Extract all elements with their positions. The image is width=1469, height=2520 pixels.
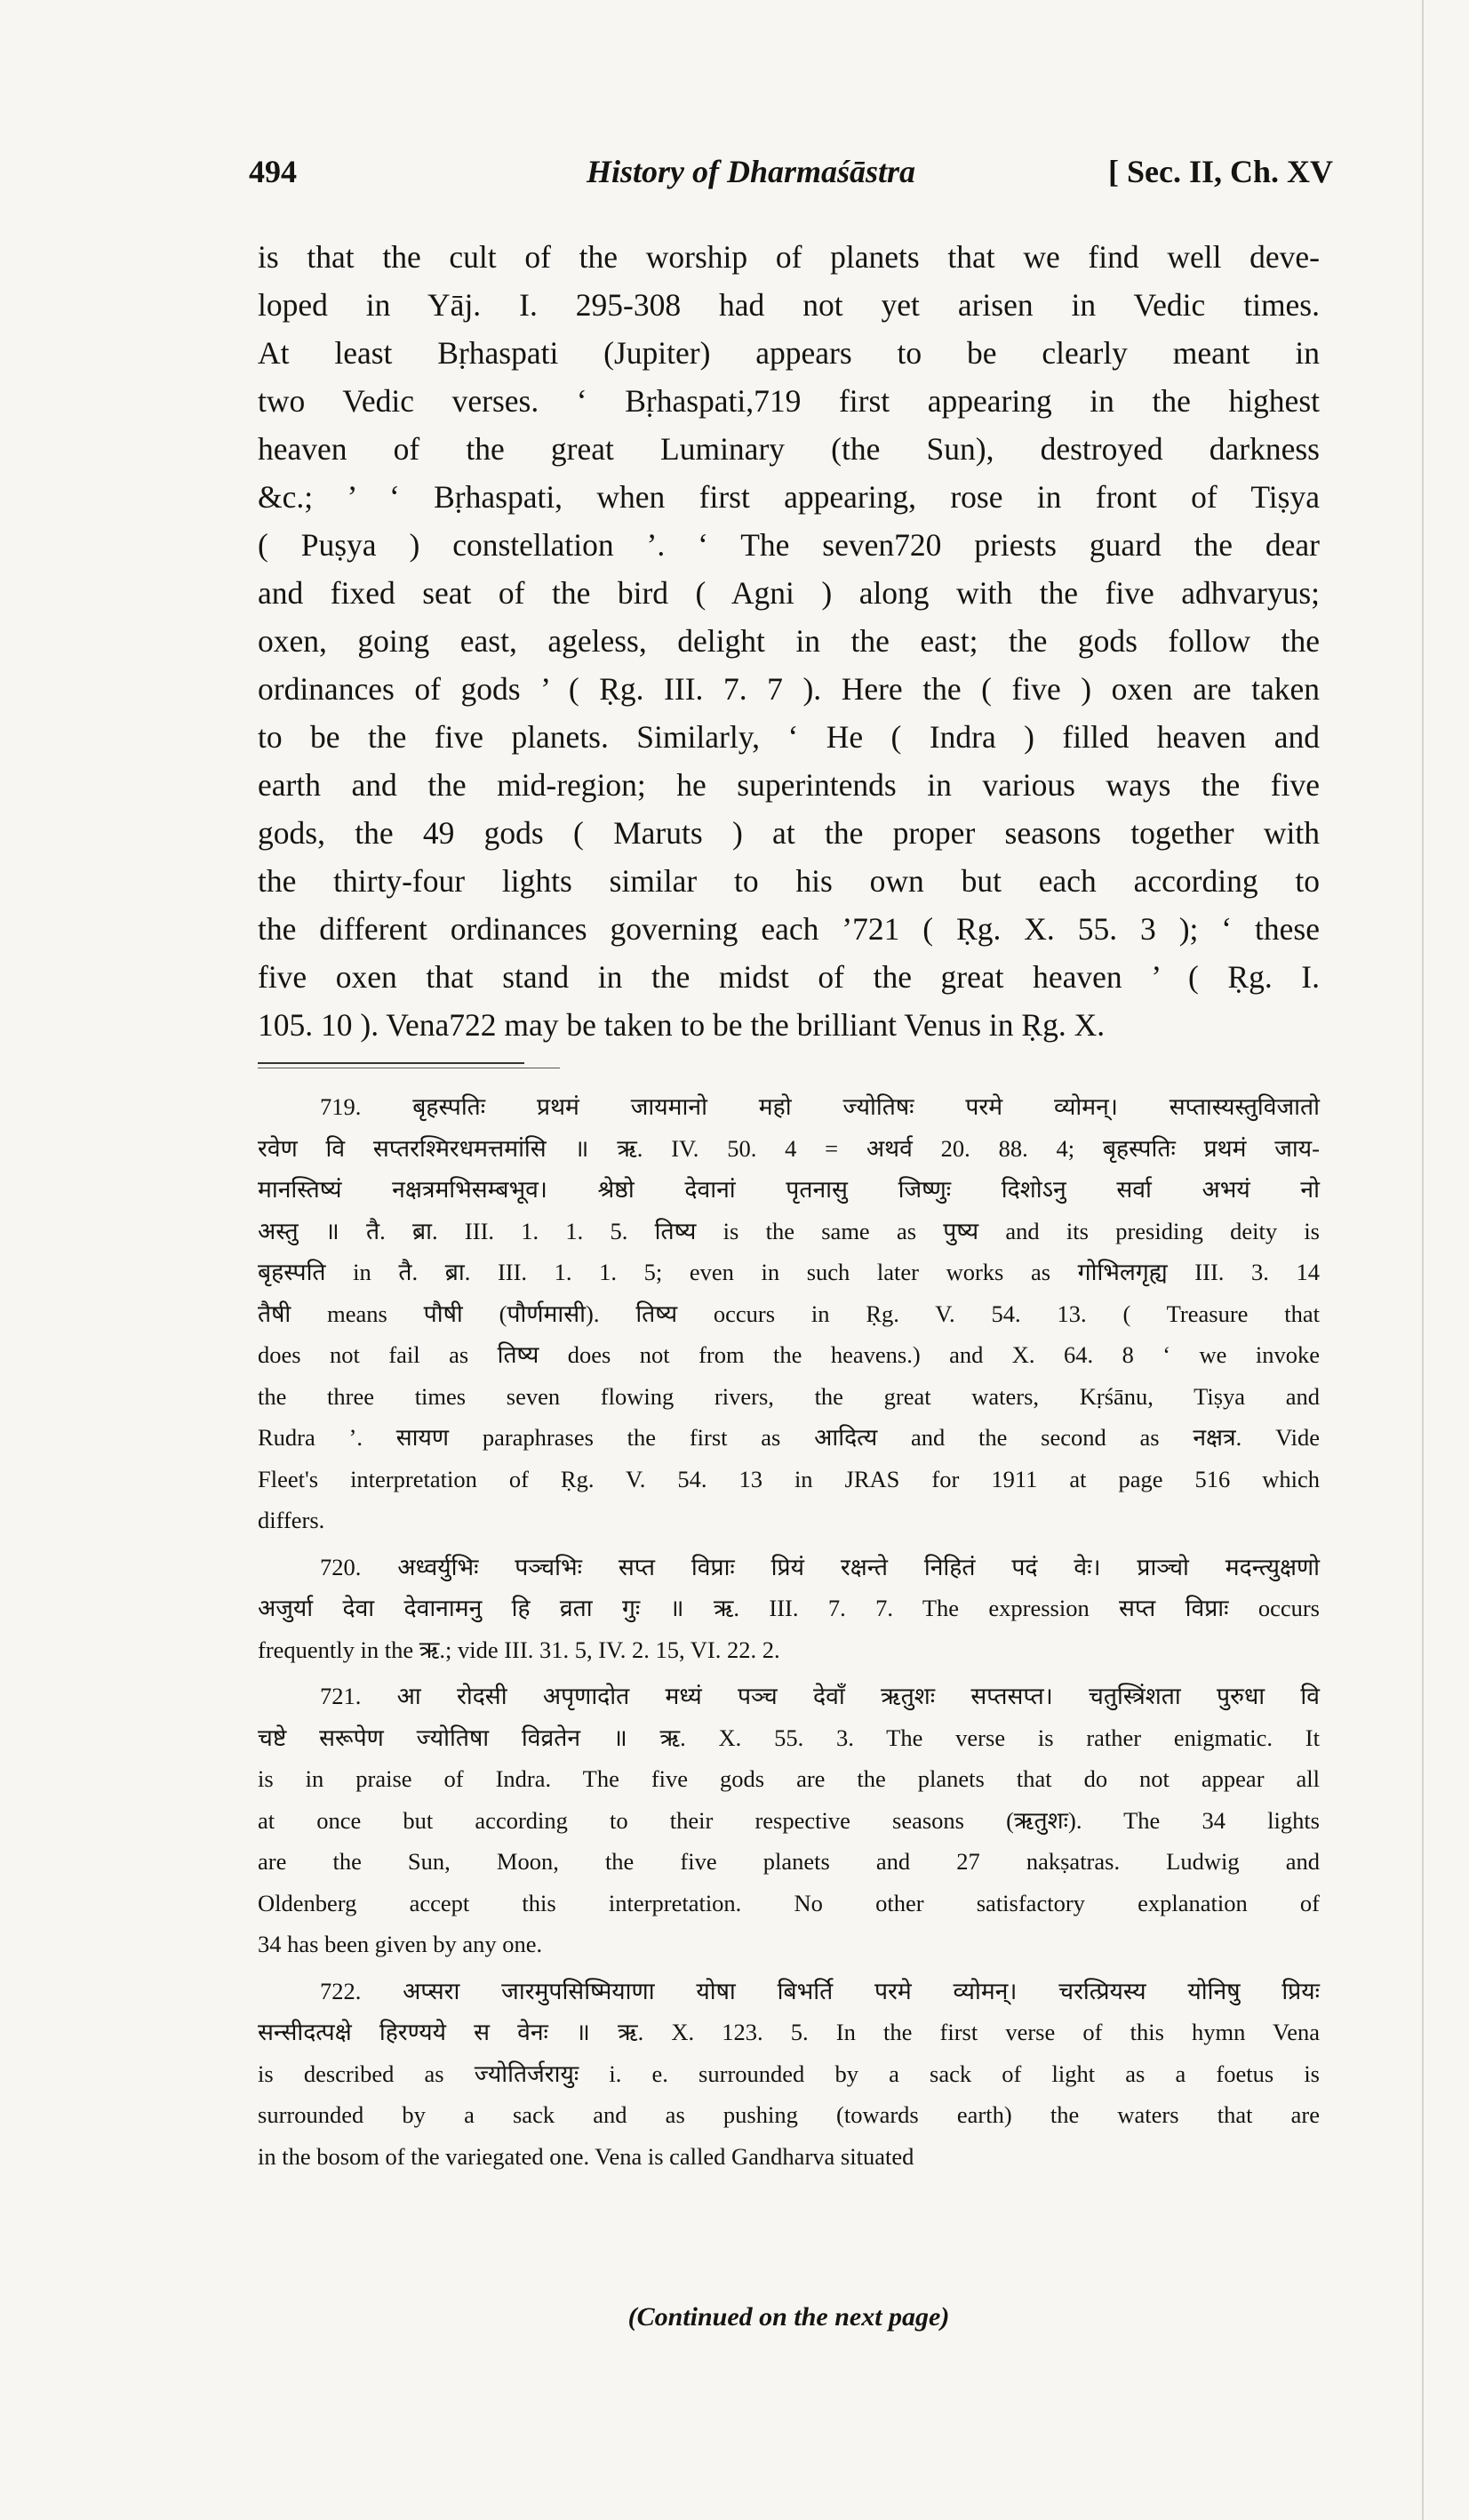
footnote-line: मानस्तिष्यं नक्षत्रमभिसम्बभूव। श्रेष्ठो देवानां पृतनासु जिष्णुः दिशोऽनु सर्वा अभयं नो <box>258 1176 1320 1203</box>
footnote-line: surrounded by a sack and as pushing (towards earth) the waters that are <box>258 2101 1320 2128</box>
footnote-line: तैषी means पौषी (पौर्णमासी). तिष्य occurs in Ṛg. V. 54. 13. ( Treasure that <box>258 1300 1320 1327</box>
body-line: loped in Yāj. I. 295-308 had not yet arisen in Vedic times. <box>258 287 1320 323</box>
footnote-line: does not fail as तिष्य does not from the heavens.) and X. 64. 8 ‘ we invoke <box>258 1341 1320 1368</box>
footnote-line: 722. अप्सरा जारमुपसिष्मियाणा योषा बिभर्ति परमे व्योमन्। चरत्प्रियस्य योनिषु प्रियः <box>320 1977 1320 2004</box>
body-line: ordinances of gods ’ ( Ṛg. III. 7. 7 ). Here the ( five ) oxen are taken <box>258 671 1320 707</box>
footnote-line: बृहस्पति in तै. ब्रा. III. 1. 1. 5; even in such later works as गोभिलगृह्य III. 3. 14 <box>258 1259 1320 1285</box>
body-line: 105. 10 ). Vena722 may be taken to be the brilliant Venus in Ṛg. X. <box>258 1007 1106 1043</box>
footnote-line: 721. आ रोदसी अपृणादोत मध्यं पञ्च देवाँ ऋतुशः सप्तसप्त। चतुस्त्रिंशता पुरुधा वि <box>320 1683 1320 1709</box>
body-line: ( Puṣya ) constellation ’. ‘ The seven720 priests guard the dear <box>258 527 1320 563</box>
footnote-line: in the bosom of the variegated one. Vena is called Gandharva situated <box>258 2142 914 2170</box>
footnote-separator <box>258 1062 524 1064</box>
page-number: 494 <box>249 154 297 189</box>
body-line: to be the five planets. Similarly, ‘ He ( Indra ) filled heaven and <box>258 719 1320 755</box>
footnote-719 <box>258 1086 1320 1541</box>
footnotes <box>258 1086 1320 2182</box>
body-line: the thirty-four lights similar to his own but each according to <box>258 863 1320 899</box>
continued-note: (Continued on the next page) <box>627 2302 950 2332</box>
body-line: heaven of the great Luminary (the Sun), destroyed darkness <box>258 431 1320 467</box>
body-line: &c.; ’ ‘ Bṛhaspati, when first appearing, rose in front of Tiṣya <box>258 479 1320 515</box>
footnote-line: at once but according to their respective seasons (ऋतुशः). The 34 lights <box>258 1806 1320 1834</box>
body-line: two Vedic verses. ‘ Bṛhaspati,719 first appearing in the highest <box>258 383 1320 419</box>
page-edge-line <box>1422 0 1424 2520</box>
footnote-line: अस्तु ॥ तै. ब्रा. III. 1. 1. 5. तिष्य is the same as पुष्य and its presiding deity is <box>258 1217 1320 1244</box>
body-line: earth and the mid-region; he superintends in various ways the five <box>258 767 1320 803</box>
running-header <box>249 149 1333 194</box>
footnote-line: 719. बृहस्पतिः प्रथमं जायमानो महो ज्योतिषः परमे व्योमन्। सप्तास्यस्तुविजातो <box>320 1093 1320 1120</box>
footnote-line: is described as ज्योतिर्जरायुः i. e. surrounded by a sack of light as a foetus is <box>258 2060 1320 2087</box>
footnote-line: Rudra ’. सायण paraphrases the first as आदित्य and the second as नक्षत्र. Vide <box>258 1424 1320 1451</box>
footnote-line: are the Sun, Moon, the five planets and 27 nakṣatras. Ludwig and <box>258 1848 1320 1875</box>
footnote-line: अजुर्या देवा देवानामनु हि व्रता गुः ॥ ऋ. III. 7. 7. The expression सप्त विप्राः occurs <box>258 1595 1320 1621</box>
footnote-line: रवेण वि सप्तरश्मिरधमत्तमांसि ॥ ऋ. IV. 50. 4 = अथर्व 20. 88. 4; बृहस्पतिः प्रथमं जाय- <box>258 1134 1320 1162</box>
footnote-line: सन्सीदत्पक्षे हिरण्यये स वेनः ॥ ऋ. X. 123. 5. In the first verse of this hymn Vena <box>258 2019 1320 2045</box>
body-line: At least Bṛhaspati (Jupiter) appears to be clearly meant in <box>258 335 1320 371</box>
body-line: oxen, going east, ageless, delight in the east; the gods follow the <box>258 623 1320 659</box>
footnote-line: frequently in the ऋ.; vide III. 31. 5, IV. 2. 15, VI. 22. 2. <box>258 1636 780 1663</box>
running-title: History of Dharmaśāstra <box>587 154 916 189</box>
body-line: the different ordinances governing each ’721 ( Ṛg. X. 55. 3 ); ‘ these <box>258 911 1320 947</box>
footnote-line: चष्टे सरूपेण ज्योतिषा विव्रतेन ॥ ऋ. X. 55. 3. The verse is rather enigmatic. It <box>258 1724 1320 1751</box>
footnote-line: is in praise of Indra. The five gods are the planets that do not appear all <box>258 1765 1320 1792</box>
footnote-721 <box>258 1676 1320 1965</box>
body-line: and fixed seat of the bird ( Agni ) along with the five adhvaryus; <box>258 575 1320 611</box>
footnote-722 <box>258 1971 1320 2178</box>
main-text <box>258 233 1320 1049</box>
body-line: is that the cult of the worship of planets that we find well deve- <box>258 239 1320 275</box>
section-reference: [ Sec. II, Ch. XV <box>1107 154 1333 189</box>
body-line: gods, the 49 gods ( Maruts ) at the proper seasons together with <box>258 815 1320 851</box>
footnote-line: 720. अध्वर्युभिः पञ्चभिः सप्त विप्राः प्रियं रक्षन्ते निहितं पदं वेः। प्राञ्चो मदन्त्युक्षणो <box>320 1553 1320 1580</box>
footnote-line: Fleet's interpretation of Ṛg. V. 54. 13 in JRAS for 1911 at page 516 which <box>258 1465 1320 1492</box>
footnote-line: differs. <box>258 1507 325 1533</box>
body-line: five oxen that stand in the midst of the great heaven ’ ( Ṛg. I. <box>258 959 1320 995</box>
footnote-720 <box>258 1547 1320 1671</box>
footnote-line: the three times seven flowing rivers, the great waters, Kṛśānu, Tiṣya and <box>258 1382 1320 1410</box>
footnote-line: 34 has been given by any one. <box>258 1931 543 1957</box>
footnote-line: Oldenberg accept this interpretation. No other satisfactory explanation of <box>258 1889 1320 1916</box>
